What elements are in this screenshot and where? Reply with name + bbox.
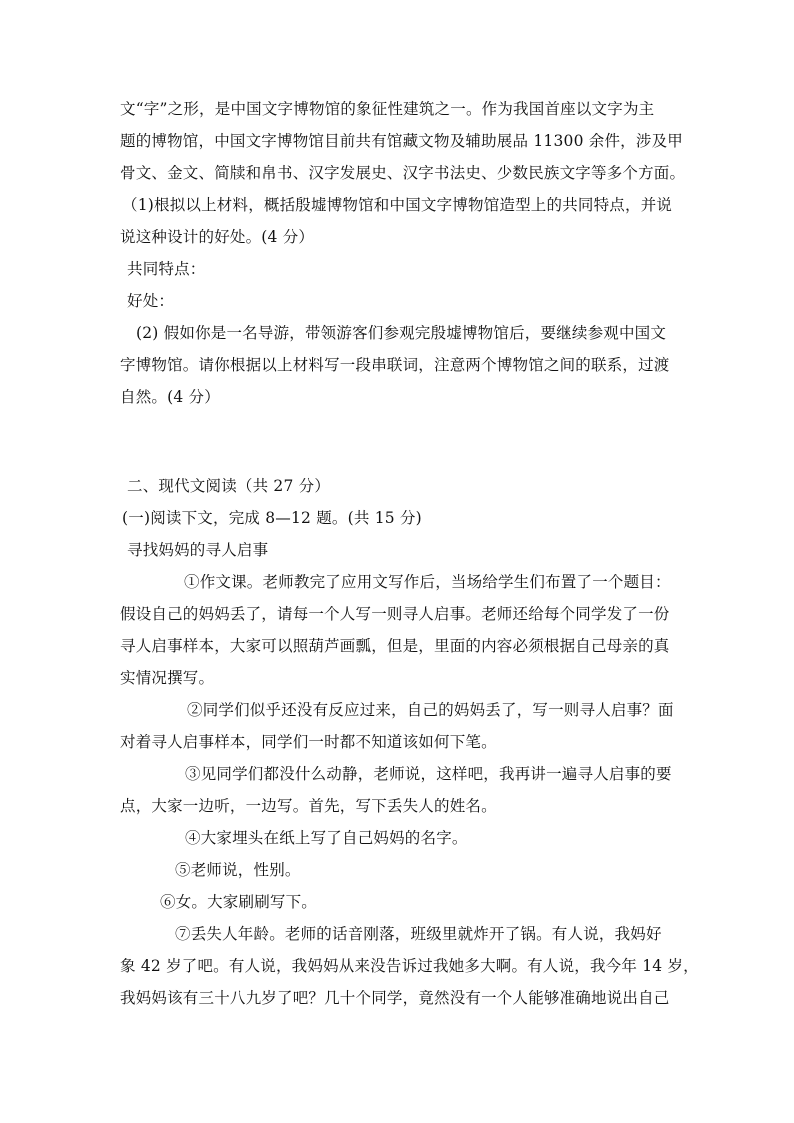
passage-line: ④大家埋头在纸上写了自己妈妈的名字。 — [185, 829, 468, 847]
answer-label-common-features: 共同特点： — [127, 260, 206, 278]
paragraph-line: 字博物馆。请你根据以上材料写一段串联词，注意两个博物馆之间的联系，过渡 — [120, 356, 670, 374]
passage-line: 寻人启事样本，大家可以照葫芦画瓢，但是，里面的内容必须根据自己母亲的真 — [120, 637, 670, 655]
question-2: (2) 假如你是一名导游，带领游客们参观完殷墟博物馆后，要继续参观中国文 — [136, 324, 667, 342]
passage-line: 点，大家一边听，一边写。首先，写下丢失人的姓名。 — [120, 797, 497, 815]
answer-label-benefits: 好处： — [127, 292, 175, 310]
passage-line: 对着寻人启事样本，同学们一时都不知道该如何下笔。 — [120, 733, 497, 751]
passage-line: ⑥女。大家刷刷写下。 — [160, 893, 318, 911]
paragraph-line: 题的博物馆，中国文字博物馆目前共有馆藏文物及辅助展品 11300 余件，涉及甲 — [120, 132, 683, 150]
paragraph-line: 骨文、金文、简牍和帛书、汉字发展史、汉字书法史、少数民族文字等多个方面。 — [120, 164, 686, 182]
paragraph-line: 说这种设计的好处。(4 分） — [120, 228, 315, 246]
passage-line: ⑦丢失人年龄。老师的话音刚落，班级里就炸开了锅。有人说，我妈好 — [175, 925, 662, 943]
passage-line: ③见同学们都没什么动静，老师说，这样吧，我再讲一遍寻人启事的要 — [185, 765, 672, 783]
passage-line: 假设自己的妈妈丢了，请每一个人写一则寻人启事。老师还给每个同学发了一份 — [120, 605, 670, 623]
passage-line: ②同学们似乎还没有反应过来，自己的妈妈丢了，写一则寻人启事？面 — [187, 701, 674, 719]
paragraph-line: 自然。(4 分） — [120, 388, 220, 406]
section-subheading: (一)阅读下文，完成 8—12 题。(共 15 分) — [122, 509, 422, 527]
passage-line: 实情况撰写。 — [120, 669, 215, 687]
passage-title: 寻找妈妈的寻人启事 — [127, 541, 269, 559]
passage-line: ①作文课。老师教完了应用文写作后，当场给学生们布置了一个题目： — [184, 573, 671, 591]
passage-line: 象 42 岁了吧。有人说，我妈妈从来没告诉过我她多大啊。有人说，我今年 14 岁， — [120, 957, 699, 975]
section-heading: 二、现代文阅读（共 27 分） — [127, 477, 331, 495]
passage-line: ⑤老师说，性别。 — [175, 861, 301, 879]
paragraph-line: 文“字”之形，是中国文字博物馆的象征性建筑之一。作为我国首座以文字为主 — [120, 100, 655, 118]
question-1: （1)根拟以上材料，概括殷墟博物馆和中国文字博物馆造型上的共同特点，并说 — [122, 196, 673, 214]
passage-line: 我妈妈该有三十八九岁了吧？几十个同学，竟然没有一个人能够准确地说出自己 — [120, 989, 670, 1007]
